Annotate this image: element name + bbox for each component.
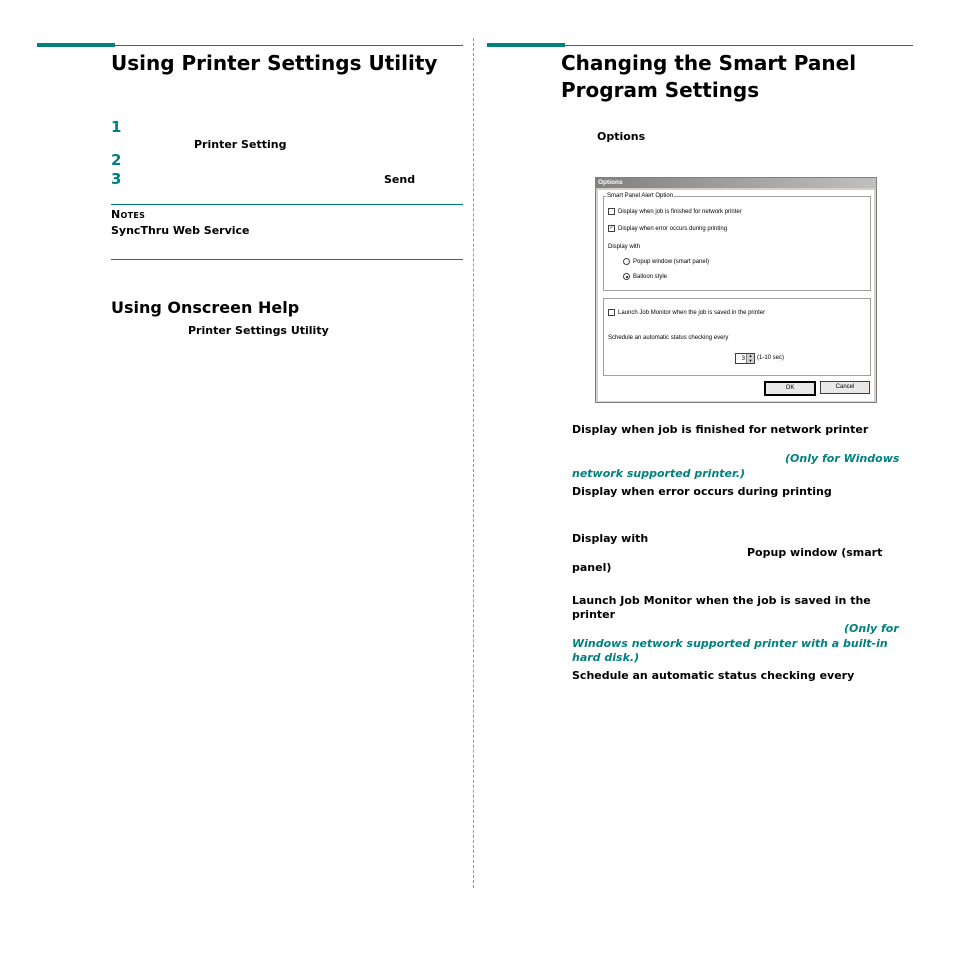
- spinner-arrows-icon[interactable]: ▲ ▼: [746, 354, 754, 363]
- right-section-title-line1: Changing the Smart Panel: [561, 51, 857, 75]
- popup-window-label: Popup window (smart panel): [633, 259, 710, 266]
- item-popup-window-b: panel): [572, 561, 612, 574]
- job-finished-label: Display when job is finished for network printer: [618, 209, 742, 216]
- balloon-style-label: Balloon style: [633, 274, 668, 281]
- item-schedule: Schedule an automatic status checking every: [572, 669, 855, 682]
- step-number-1: 1: [111, 118, 122, 136]
- interval-range-label: (1-10 sec): [757, 355, 785, 361]
- checkbox-checked-icon: ✓: [609, 225, 614, 231]
- notes-label: [111, 208, 145, 221]
- step-1-bold-term: Printer Setting: [194, 138, 287, 151]
- item-launch-job-monitor-a: Launch Job Monitor when the job is saved in the: [572, 594, 871, 607]
- radio-icon: [623, 258, 630, 265]
- column-divider: [473, 38, 474, 888]
- item-launch-note-c: hard disk.): [572, 651, 640, 664]
- left-header-bar: [37, 43, 115, 47]
- options-dialog: [595, 177, 877, 403]
- popup-window-radio[interactable]: [623, 258, 709, 265]
- error-occurs-checkbox[interactable]: [608, 225, 727, 232]
- schedule-label: Schedule an automatic status checking every: [608, 335, 729, 341]
- right-section-title-line2: Program Settings: [561, 78, 760, 102]
- item-launch-job-monitor-b: printer: [572, 608, 616, 621]
- step-number-2: 2: [111, 151, 122, 169]
- left-section-title: Using Printer Settings Utility: [111, 51, 438, 75]
- launch-job-monitor-checkbox[interactable]: [608, 309, 765, 316]
- radio-selected-icon: [623, 273, 630, 280]
- item-display-with: Display with: [572, 532, 649, 545]
- dialog-body: [598, 190, 874, 401]
- help-section-title: Using Onscreen Help: [111, 298, 300, 317]
- error-occurs-label: Display when error occurs during printing: [618, 226, 728, 233]
- left-header-rule: [115, 45, 463, 46]
- item-error-occurs: Display when error occurs during printing: [572, 485, 832, 498]
- options-bold-term: Options: [597, 130, 646, 143]
- notes-bottom-rule: [111, 259, 463, 260]
- notes-label-text: Notes: [111, 208, 146, 221]
- notes-bold-term: SyncThru Web Service: [111, 224, 250, 237]
- item-launch-note-b: Windows network supported printer with a built-in: [572, 637, 888, 650]
- dialog-title-bar: Options: [596, 178, 876, 188]
- notes-top-rule: [111, 204, 463, 205]
- balloon-style-radio[interactable]: [623, 273, 667, 280]
- interval-spinner[interactable]: [735, 353, 755, 364]
- checkbox-icon: [608, 208, 615, 215]
- job-finished-checkbox[interactable]: [608, 208, 742, 215]
- right-header-bar: [487, 43, 565, 47]
- interval-value: 3: [741, 356, 745, 362]
- help-bold-term: Printer Settings Utility: [188, 324, 329, 337]
- step-number-3: 3: [111, 170, 122, 188]
- item-popup-window-a: Popup window (smart: [747, 546, 883, 559]
- alert-option-group-label: Smart Panel Alert Option: [607, 193, 674, 199]
- ok-button[interactable]: OK: [764, 381, 816, 396]
- launch-job-monitor-label: Launch Job Monitor when the job is saved in the printer: [618, 310, 766, 317]
- item-job-finished: Display when job is finished for network printer: [572, 423, 869, 436]
- item-job-finished-note-a: (Only for Windows: [785, 452, 900, 465]
- display-with-label: Display with: [608, 244, 641, 250]
- right-header-rule: [565, 45, 913, 46]
- checkbox-icon: [608, 309, 615, 316]
- step-3-bold-term: Send: [384, 173, 416, 186]
- cancel-button[interactable]: Cancel: [820, 381, 870, 394]
- item-job-finished-note-b: network supported printer.): [572, 467, 746, 480]
- item-launch-note-a: (Only for: [844, 622, 899, 635]
